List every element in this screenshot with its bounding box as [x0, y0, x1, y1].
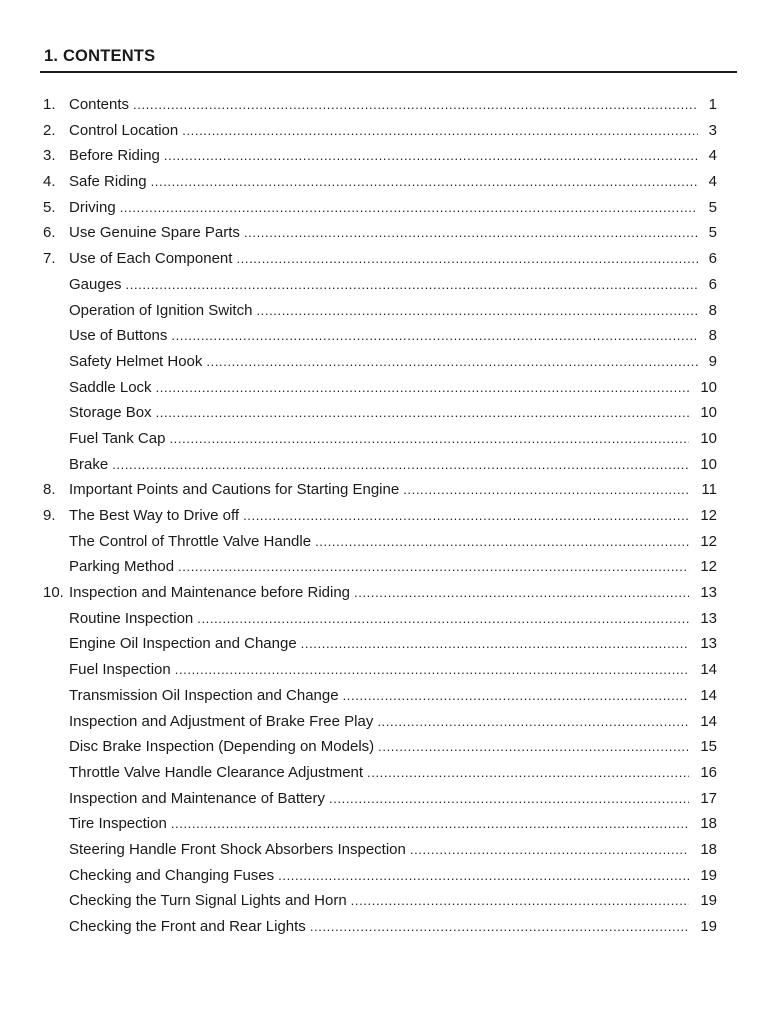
toc-entry-title: Engine Oil Inspection and Change	[69, 631, 301, 657]
toc-entry-leader-line	[69, 631, 689, 657]
dot-leader	[197, 606, 689, 632]
toc-entry	[0, 914, 768, 940]
dot-leader	[236, 246, 698, 272]
toc-entry	[0, 323, 768, 349]
toc-entry	[0, 92, 768, 118]
dot-leader	[156, 400, 689, 426]
toc-entry-page-number: 11	[701, 481, 717, 499]
toc-entry-title: Inspection and Maintenance before Riding	[69, 580, 354, 606]
toc-entry-title: Control Location	[69, 118, 182, 144]
toc-entry-leader-line	[69, 863, 689, 889]
toc-entry-number: 1.	[43, 96, 56, 113]
toc-entry-page-number: 13	[700, 635, 717, 653]
dot-leader	[206, 349, 698, 375]
toc-entry-title: Checking and Changing Fuses	[69, 863, 278, 889]
toc-entry-number: 7.	[43, 250, 56, 268]
toc-entry-page-number: 6	[708, 275, 717, 293]
toc-entry-page-number: 14	[700, 686, 717, 704]
toc-entry	[0, 400, 768, 426]
toc-entry-title: Important Points and Cautions for Starting Engine	[69, 477, 403, 503]
dot-leader	[171, 323, 698, 349]
toc-entry	[0, 888, 768, 914]
toc-entry-title: The Control of Throttle Valve Handle	[69, 529, 315, 555]
toc-entry-number: 8.	[43, 481, 56, 499]
toc-entry-title: Throttle Valve Handle Clearance Adjustment	[69, 760, 367, 786]
toc-entry-page-number: 3	[708, 121, 717, 139]
toc-entry-leader-line	[69, 606, 689, 632]
toc-entry-title: Use of Buttons	[69, 323, 171, 349]
toc-entry-page-number: 5	[708, 198, 717, 216]
dot-leader	[243, 503, 689, 529]
dot-leader	[343, 683, 689, 709]
toc-entry	[0, 837, 768, 863]
toc-entry-page-number: 19	[700, 866, 717, 884]
dot-leader	[151, 169, 698, 195]
toc-entry	[0, 786, 768, 812]
toc-entry-leader-line	[69, 914, 689, 940]
dot-leader	[156, 375, 689, 401]
toc-entry-page-number: 6	[708, 250, 717, 268]
dot-leader	[367, 760, 689, 786]
toc-entry-title: Operation of Ignition Switch	[69, 298, 256, 324]
toc-entry-title: Before Riding	[69, 143, 164, 169]
toc-entry-title: Use of Each Component	[69, 246, 236, 272]
dot-leader	[120, 195, 698, 221]
toc-entry	[0, 246, 768, 272]
dot-leader	[410, 837, 689, 863]
toc-entry-leader-line	[69, 426, 689, 452]
toc-entry-leader-line	[69, 811, 689, 837]
toc-entry-title: Contents	[69, 92, 133, 118]
toc-entry-title: Inspection and Adjustment of Brake Free Play	[69, 709, 377, 735]
toc-entry-title: The Best Way to Drive off	[69, 503, 243, 529]
toc-entry-leader-line	[69, 272, 698, 298]
toc-entry	[0, 606, 768, 632]
toc-entry	[0, 529, 768, 555]
dot-leader	[329, 786, 689, 812]
dot-leader	[310, 914, 689, 940]
toc-entry	[0, 452, 768, 478]
toc-entry-leader-line	[69, 246, 698, 272]
toc-entry-leader-line	[69, 298, 698, 324]
toc-entry-leader-line	[69, 477, 689, 503]
toc-entry-page-number: 10	[700, 455, 717, 473]
toc-entry-leader-line	[69, 452, 689, 478]
toc-entry-title: Driving	[69, 195, 120, 221]
toc-entry-page-number: 10	[700, 404, 717, 422]
toc-entry-page-number: 4	[708, 173, 717, 191]
dot-leader	[112, 452, 689, 478]
dot-leader	[256, 298, 698, 324]
toc-entry	[0, 375, 768, 401]
dot-leader	[169, 426, 689, 452]
toc-entry-leader-line	[69, 503, 689, 529]
toc-entry-title: Transmission Oil Inspection and Change	[69, 683, 343, 709]
toc-entry-number: 3.	[43, 147, 56, 165]
toc-entry-title: Gauges	[69, 272, 126, 298]
toc-entry-title: Routine Inspection	[69, 606, 197, 632]
toc-entry-leader-line	[69, 143, 698, 169]
toc-entry-page-number: 4	[708, 147, 717, 165]
toc-entry-title: Brake	[69, 452, 112, 478]
toc-entry-leader-line	[69, 888, 689, 914]
toc-entry-page-number: 10	[700, 429, 717, 447]
toc-entry-leader-line	[69, 683, 689, 709]
dot-leader	[182, 118, 698, 144]
toc-entry-leader-line	[69, 375, 689, 401]
dot-leader	[351, 888, 689, 914]
toc-entry-page-number: 19	[700, 918, 717, 935]
toc-entry	[0, 503, 768, 529]
toc-entry-leader-line	[69, 786, 689, 812]
dot-leader	[403, 477, 689, 503]
toc-entry-leader-line	[69, 734, 689, 760]
toc-entry-title: Inspection and Maintenance of Battery	[69, 786, 329, 812]
toc-entry-leader-line	[69, 657, 689, 683]
toc-entry-title: Checking the Turn Signal Lights and Horn	[69, 888, 351, 914]
toc-entry	[0, 349, 768, 375]
toc-entry-leader-line	[69, 323, 698, 349]
toc-entry-leader-line	[69, 220, 698, 246]
toc-entry-title: Safe Riding	[69, 169, 151, 195]
toc-entry-title: Tire Inspection	[69, 811, 171, 837]
toc-entry	[0, 118, 768, 144]
toc-entry-leader-line	[69, 837, 689, 863]
dot-leader	[315, 529, 689, 555]
toc-entry-number: 2.	[43, 121, 56, 139]
toc-entry-page-number: 12	[700, 558, 717, 576]
toc-entry	[0, 811, 768, 837]
dot-leader	[133, 92, 698, 118]
toc-entry	[0, 272, 768, 298]
toc-entry-title: Use Genuine Spare Parts	[69, 220, 244, 246]
toc-entry-page-number: 15	[700, 738, 717, 756]
toc-entry-leader-line	[69, 92, 698, 118]
toc-entry-leader-line	[69, 195, 698, 221]
title-underline	[40, 71, 737, 73]
toc-entry-title: Fuel Inspection	[69, 657, 175, 683]
dot-leader	[378, 734, 689, 760]
toc-entry-title: Safety Helmet Hook	[69, 349, 206, 375]
toc-entry-title: Disc Brake Inspection (Depending on Models)	[69, 734, 378, 760]
table-of-contents	[0, 92, 768, 940]
toc-entry-leader-line	[69, 709, 689, 735]
toc-entry-number: 10.	[43, 584, 64, 602]
toc-entry	[0, 426, 768, 452]
toc-entry-page-number: 16	[700, 763, 717, 781]
toc-entry	[0, 760, 768, 786]
toc-entry	[0, 554, 768, 580]
toc-entry	[0, 863, 768, 889]
toc-entry-page-number: 1	[708, 96, 717, 113]
dot-leader	[171, 811, 689, 837]
toc-entry-page-number: 14	[700, 661, 717, 679]
toc-entry	[0, 657, 768, 683]
dot-leader	[377, 709, 689, 735]
toc-entry-page-number: 18	[700, 815, 717, 833]
toc-entry	[0, 683, 768, 709]
toc-entry-leader-line	[69, 349, 698, 375]
toc-entry-page-number: 9	[708, 352, 717, 370]
toc-entry-page-number: 17	[700, 789, 717, 807]
toc-entry-leader-line	[69, 118, 698, 144]
toc-entry	[0, 580, 768, 606]
toc-entry-number: 4.	[43, 173, 56, 191]
toc-entry	[0, 220, 768, 246]
toc-entry	[0, 477, 768, 503]
toc-entry	[0, 631, 768, 657]
toc-entry	[0, 143, 768, 169]
toc-entry	[0, 298, 768, 324]
dot-leader	[354, 580, 689, 606]
toc-entry-page-number: 19	[700, 892, 717, 910]
toc-entry-page-number: 5	[708, 224, 717, 242]
toc-entry-leader-line	[69, 400, 689, 426]
toc-entry-title: Saddle Lock	[69, 375, 156, 401]
toc-entry-leader-line	[69, 169, 698, 195]
toc-entry-title: Fuel Tank Cap	[69, 426, 169, 452]
toc-entry-title: Storage Box	[69, 400, 156, 426]
dot-leader	[244, 220, 698, 246]
toc-entry-page-number: 13	[700, 609, 717, 627]
toc-entry-page-number: 14	[700, 712, 717, 730]
dot-leader	[278, 863, 689, 889]
toc-entry	[0, 709, 768, 735]
dot-leader	[301, 631, 689, 657]
toc-entry-page-number: 13	[700, 584, 717, 602]
toc-entry-page-number: 12	[700, 507, 717, 524]
dot-leader	[126, 272, 698, 298]
toc-entry-number: 6.	[43, 224, 56, 242]
page-title: 1. CONTENTS	[44, 47, 156, 65]
toc-entry	[0, 169, 768, 195]
toc-entry-page-number: 12	[700, 532, 717, 550]
toc-entry-page-number: 8	[708, 327, 717, 345]
toc-entry-leader-line	[69, 554, 689, 580]
toc-entry-title: Checking the Front and Rear Lights	[69, 914, 310, 940]
dot-leader	[164, 143, 698, 169]
toc-entry-page-number: 10	[700, 378, 717, 396]
toc-entry-leader-line	[69, 760, 689, 786]
toc-entry-leader-line	[69, 529, 689, 555]
toc-entry-title: Parking Method	[69, 554, 178, 580]
toc-entry	[0, 734, 768, 760]
toc-entry-page-number: 8	[708, 301, 717, 319]
toc-entry-title: Steering Handle Front Shock Absorbers Inspection	[69, 837, 410, 863]
toc-entry-number: 9.	[43, 507, 56, 524]
dot-leader	[178, 554, 689, 580]
toc-entry-number: 5.	[43, 198, 56, 216]
dot-leader	[175, 657, 689, 683]
toc-entry-page-number: 18	[700, 840, 717, 858]
toc-entry	[0, 195, 768, 221]
toc-entry-leader-line	[69, 580, 689, 606]
